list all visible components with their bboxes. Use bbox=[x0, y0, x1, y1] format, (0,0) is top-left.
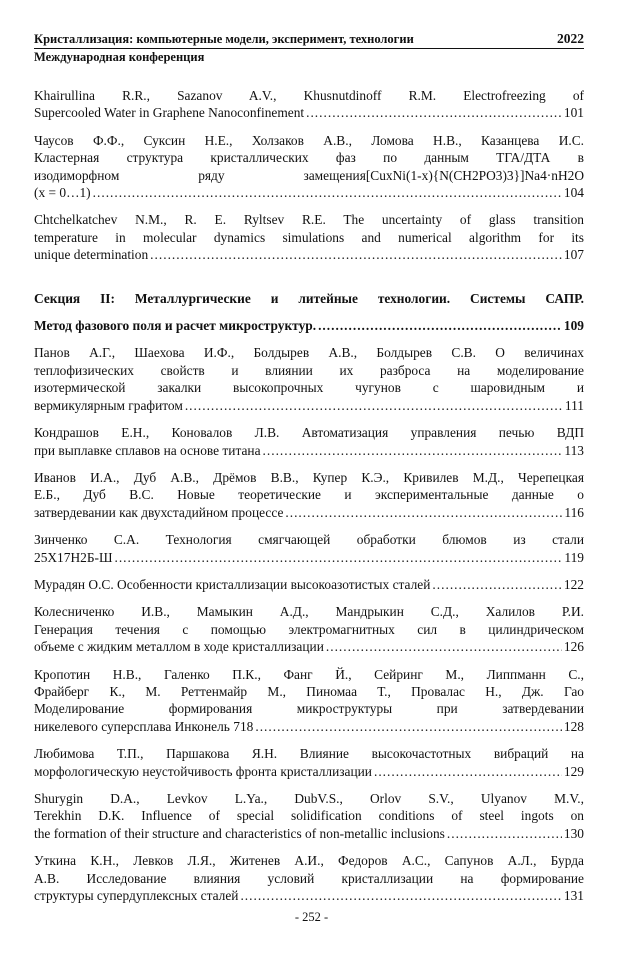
entry-page-number: 130 bbox=[563, 825, 584, 841]
dot-leader bbox=[285, 504, 562, 521]
document-page bbox=[34, 32, 584, 914]
header-rule bbox=[34, 48, 584, 49]
entry-last-line bbox=[34, 397, 584, 414]
dot-leader bbox=[306, 104, 562, 121]
toc-entry bbox=[34, 603, 584, 655]
entry-last-line bbox=[34, 184, 584, 201]
toc-entry bbox=[34, 745, 584, 780]
entry-text: морфологическую неустойчивость фронта кристаллизации bbox=[34, 763, 372, 779]
entry-line: Кропотин Н.В., Галенко П.К., Фанг Й., Сейринг М., Липпманн С., bbox=[34, 666, 584, 682]
entry-line: Chtchelkatchev N.M., R. E. Ryltsev R.E. The uncertainty of glass transition bbox=[34, 212, 584, 228]
entry-page-number: 116 bbox=[564, 504, 584, 520]
header-title: Кристаллизация: компьютерные модели, эксперимент, технологии bbox=[34, 32, 414, 46]
entry-page-number: 122 bbox=[563, 576, 584, 592]
dot-leader bbox=[150, 246, 562, 263]
entry-last-line bbox=[34, 504, 584, 521]
entry-line: Генерация течения с помощью электромагнитных сил в цилиндрическом bbox=[34, 621, 584, 637]
toc-entry bbox=[34, 790, 584, 842]
dot-leader bbox=[326, 638, 562, 655]
entry-text: unique determination bbox=[34, 247, 149, 263]
entry-text: структуры супердуплексных сталей bbox=[34, 888, 239, 904]
entry-page-number: 119 bbox=[564, 549, 584, 565]
dot-leader bbox=[447, 825, 562, 842]
entry-text: (x = 0…1) bbox=[34, 185, 91, 201]
toc-entry bbox=[34, 344, 584, 414]
entry-line: А.В. Исследование влияния условий кристаллизации на формирование bbox=[34, 870, 584, 886]
entry-text: никелевого суперсплава Инконель 718 bbox=[34, 718, 254, 734]
entry-text: the formation of their structure and characteristics of non-metallic inclusions bbox=[34, 825, 445, 841]
entry-last-line bbox=[34, 576, 584, 593]
entry-last-line bbox=[34, 825, 584, 842]
dot-leader bbox=[185, 397, 563, 414]
toc-entry bbox=[34, 132, 584, 202]
entry-line: Е.Б., Дуб В.С. Новые теоретические и экспериментальные данные о bbox=[34, 487, 584, 503]
entry-line: Моделирование формирования микроструктуры при затвердевании bbox=[34, 701, 584, 717]
toc-entry bbox=[34, 531, 584, 566]
entry-line: Колесниченко И.В., Мамыкин А.Д., Мандрыкин С.Д., Халилов Р.И. bbox=[34, 604, 584, 620]
entry-last-line bbox=[34, 638, 584, 655]
entry-text: 25Х17Н2Б-Ш bbox=[34, 549, 113, 565]
toc-entry bbox=[34, 424, 584, 459]
entry-page-number: 113 bbox=[564, 442, 584, 458]
entry-last-line bbox=[34, 718, 584, 735]
page-number: - 252 - bbox=[294, 910, 329, 924]
entry-text: при выплавке сплавов на основе титана bbox=[34, 442, 261, 458]
entry-text: Supercooled Water in Graphene Nanoconfinement bbox=[34, 105, 305, 121]
entry-line: Кондрашов Е.Н., Коновалов Л.В. Автоматизация управления печью ВДП bbox=[34, 425, 584, 441]
entry-line: Любимова Т.П., Паршакова Я.Н. Влияние высокочастотных вибраций на bbox=[34, 746, 584, 762]
entry-page-number: 104 bbox=[563, 185, 584, 201]
toc-entry bbox=[34, 87, 584, 122]
entry-page-number: 109 bbox=[563, 318, 584, 334]
entry-line: Зинченко С.А. Технология смягчающей обработки блюмов из стали bbox=[34, 532, 584, 548]
dot-leader bbox=[240, 887, 561, 904]
entry-last-line bbox=[34, 442, 584, 459]
toc-entry bbox=[34, 852, 584, 904]
entry-page-number: 101 bbox=[563, 105, 584, 121]
entry-page-number: 131 bbox=[563, 888, 584, 904]
entry-last-line bbox=[34, 763, 584, 780]
dot-leader bbox=[263, 442, 563, 459]
entry-page-number: 111 bbox=[564, 397, 584, 413]
entry-text: объеме с жидким металлом в ходе кристаллизации bbox=[34, 639, 324, 655]
header-subtitle: Международная конференция bbox=[34, 50, 205, 64]
toc-entry bbox=[34, 666, 584, 736]
entry-line: Секция II: Металлургические и литейные технологии. Системы САПР. bbox=[34, 290, 584, 306]
entry-line: теплофизических свойств и влиянии их разброса на моделирование bbox=[34, 362, 584, 378]
entry-page-number: 126 bbox=[563, 639, 584, 655]
entry-page-number: 129 bbox=[563, 763, 584, 779]
dot-leader bbox=[93, 184, 562, 201]
dot-leader bbox=[114, 549, 562, 566]
dot-leader bbox=[432, 576, 561, 593]
entry-line: Shurygin D.A., Levkov L.Ya., DubV.S., Orlov S.V., Ulyanov M.V., bbox=[34, 791, 584, 806]
toc-entry bbox=[34, 290, 584, 307]
entry-line: temperature in molecular dynamics simulations and numerical algorithm for its bbox=[34, 229, 584, 245]
toc-entries bbox=[34, 87, 584, 904]
entry-line: Terekhin D.K. Influence of special solidification conditions of steel ingots on bbox=[34, 808, 584, 824]
entry-text: затвердевании как двухстадийном процессе bbox=[34, 504, 284, 520]
toc-entry bbox=[34, 469, 584, 521]
running-header bbox=[34, 32, 584, 46]
entry-line: Чаусов Ф.Ф., Суксин Н.Е., Холзаков А.В., Ломова Н.В., Казанцева И.С. bbox=[34, 132, 584, 148]
entry-last-line bbox=[34, 104, 584, 121]
entry-text: Мурадян О.С. Особенности кристаллизации высокоазотистых сталей bbox=[34, 576, 431, 592]
entry-page-number: 128 bbox=[563, 718, 584, 734]
entry-last-line bbox=[34, 887, 584, 904]
entry-line: изодиморфном ряду замещения[CuxNi(1-x){N(CH2PO3)3}]Na4·nH2O bbox=[34, 167, 584, 183]
entry-last-line bbox=[34, 317, 584, 334]
entry-text: Метод фазового поля и расчет микроструктур. bbox=[34, 318, 317, 334]
entry-line: Уткина К.Н., Левков Л.Я., Житенев А.И., Федоров А.С., Сапунов А.Л., Бурда bbox=[34, 853, 584, 869]
dot-leader bbox=[374, 763, 562, 780]
entry-line: изотермической закалки высокопрочных чугунов с шаровидным и bbox=[34, 380, 584, 396]
header-year: 2022 bbox=[557, 31, 584, 46]
entry-text: вермикулярным графитом bbox=[34, 397, 183, 413]
entry-line: Панов А.Г., Шаехова И.Ф., Болдырев А.В., Болдырев С.В. О величинах bbox=[34, 345, 584, 361]
entry-line: Фрайберг К., М. Реттенмайр М., Пиномаа Т., Провалас Н., Дж. Гао bbox=[34, 683, 584, 699]
dot-leader bbox=[318, 317, 562, 334]
entry-page-number: 107 bbox=[563, 247, 584, 263]
entry-last-line bbox=[34, 549, 584, 566]
toc-entry bbox=[34, 317, 584, 334]
toc-entry bbox=[34, 576, 584, 593]
entry-last-line bbox=[34, 246, 584, 263]
entry-line: Khairullina R.R., Sazanov A.V., Khusnutdinoff R.M. Electrofreezing of bbox=[34, 88, 584, 103]
toc-entry bbox=[34, 211, 584, 263]
dot-leader bbox=[255, 718, 562, 735]
entry-line: Кластерная структура кристаллических фаз по данным ТГА/ДТА в bbox=[34, 150, 584, 166]
entry-line: Иванов И.А., Дуб А.В., Дрёмов В.В., Купер К.Э., Кривилев М.Д., Черепецкая bbox=[34, 469, 584, 485]
